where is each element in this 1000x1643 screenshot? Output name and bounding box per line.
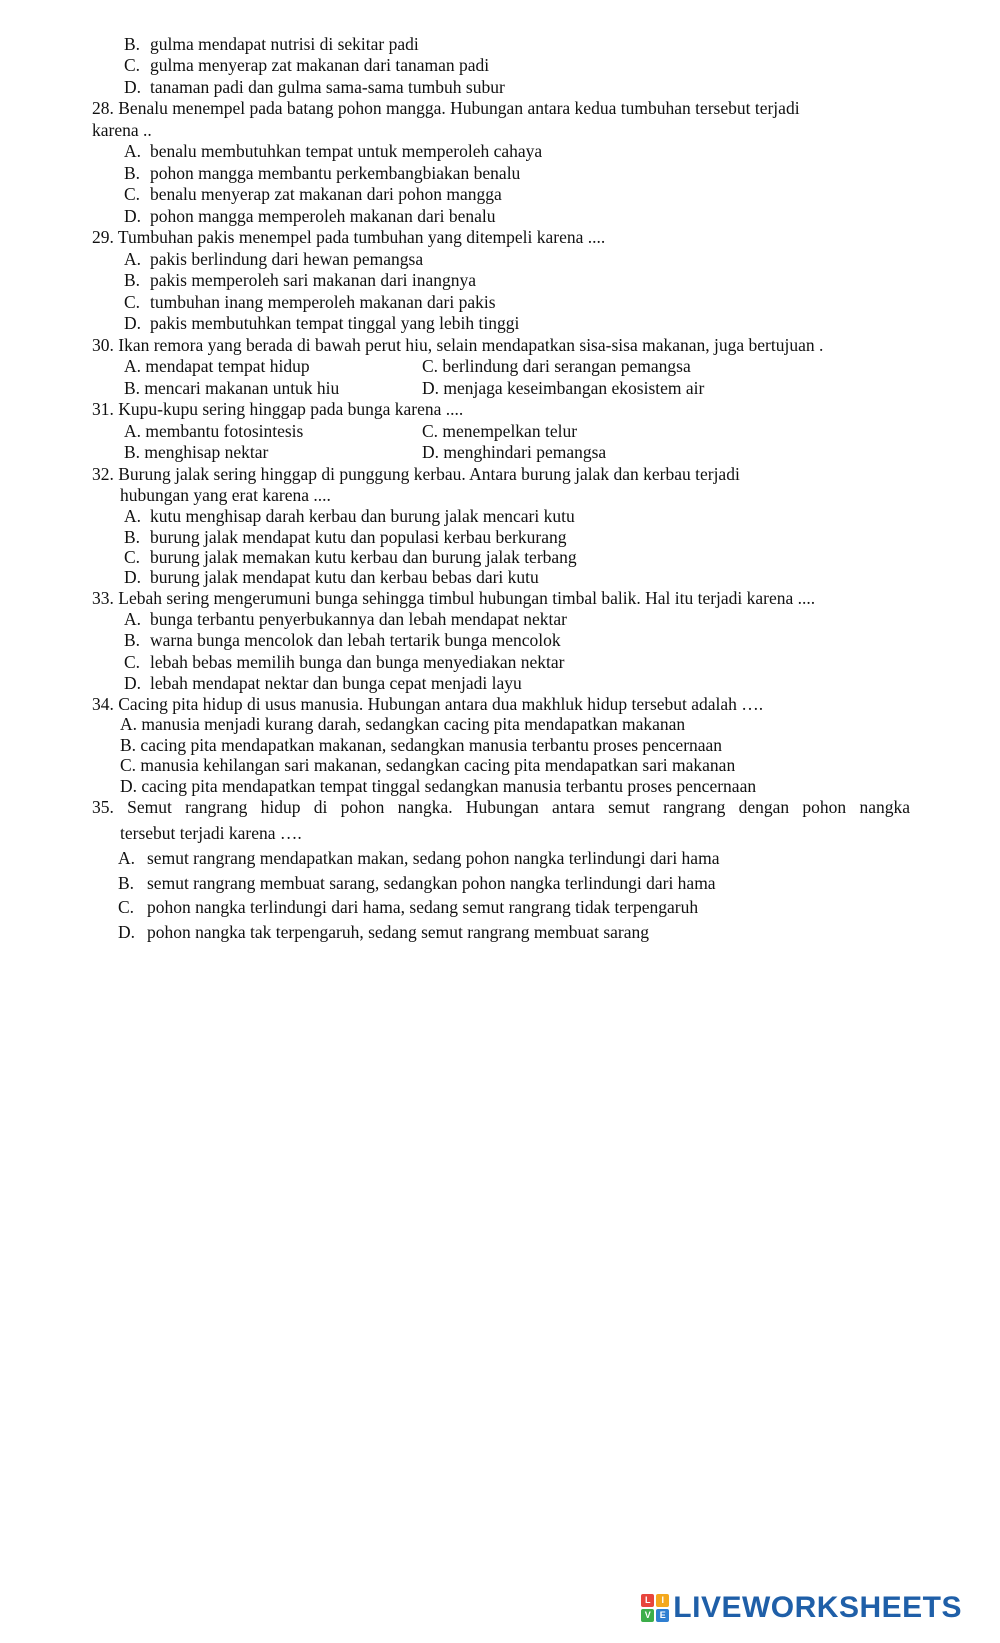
q32-stem-cont: hubungan yang erat karena .... bbox=[120, 485, 331, 505]
logo-mark-icon bbox=[641, 1594, 669, 1622]
q33-option-c: C. lebah bebas memilih bunga dan bunga menyediakan nektar bbox=[124, 652, 565, 672]
prev-option-d: D. tanaman padi dan gulma sama-sama tumbuh subur bbox=[124, 77, 505, 97]
q33-option-d: D. lebah mendapat nektar dan bunga cepat menjadi layu bbox=[124, 673, 522, 693]
q35-stem-cont: tersebut terjadi karena …. bbox=[120, 823, 302, 843]
q32-stem: 32. Burung jalak sering hinggap di punggung kerbau. Antara burung jalak dan kerbau terjadi bbox=[92, 464, 740, 484]
q31-option-b: B. menghisap nektar bbox=[124, 442, 269, 462]
q34-option-a: A. manusia menjadi kurang darah, sedangkan cacing pita mendapatkan makanan bbox=[120, 714, 686, 734]
q29-option-b: B. pakis memperoleh sari makanan dari inangnya bbox=[124, 270, 477, 290]
q28-option-d: D. pohon mangga memperoleh makanan dari benalu bbox=[124, 206, 496, 226]
q31-option-d: D. menghindari pemangsa bbox=[422, 442, 607, 462]
q30-option-a: A. mendapat tempat hidup bbox=[124, 356, 310, 376]
q35-option-c: C. pohon nangka terlindungi dari hama, sedang semut rangrang tidak terpengaruh bbox=[118, 897, 699, 917]
q33-stem: 33. Lebah sering mengerumuni bunga sehingga timbul hubungan timbal balik. Hal itu terjadi karena .... bbox=[92, 588, 816, 608]
q33-option-a: A. bunga terbantu penyerbukannya dan lebah mendapat nektar bbox=[124, 609, 567, 629]
q34-option-d: D. cacing pita mendapatkan tempat tinggal sedangkan manusia terbantu proses pencernaan bbox=[120, 776, 757, 796]
liveworksheets-logo bbox=[641, 1591, 962, 1625]
logo-mark-e: E bbox=[656, 1609, 669, 1622]
logo-mark-i: I bbox=[656, 1594, 669, 1607]
q28-option-a: A. benalu membutuhkan tempat untuk memperoleh cahaya bbox=[124, 141, 543, 161]
q31-stem: 31. Kupu-kupu sering hinggap pada bunga karena .... bbox=[92, 399, 464, 419]
q28-option-c: C. benalu menyerap zat makanan dari pohon mangga bbox=[124, 184, 502, 204]
q30-option-c: C. berlindung dari serangan pemangsa bbox=[422, 356, 691, 376]
q34-option-b: B. cacing pita mendapatkan makanan, sedangkan manusia terbantu proses pencernaan bbox=[120, 735, 723, 755]
q34-stem: 34. Cacing pita hidup di usus manusia. Hubungan antara dua makhluk hidup tersebut adalah …. bbox=[92, 694, 764, 714]
q31-option-a: A. membantu fotosintesis bbox=[124, 421, 304, 441]
q35-option-a: A. semut rangrang mendapatkan makan, sedang pohon nangka terlindungi dari hama bbox=[118, 848, 720, 868]
q29-option-c: C. tumbuhan inang memperoleh makanan dari pakis bbox=[124, 292, 496, 312]
q35-stem: 35. Semut rangrang hidup di pohon nangka. Hubungan antara semut rangrang dengan pohon nangka bbox=[92, 797, 910, 817]
q34-option-c: C. manusia kehilangan sari makanan, sedangkan cacing pita mendapatkan sari makanan bbox=[120, 755, 736, 775]
q28-stem-cont: karena .. bbox=[92, 120, 152, 140]
q30-stem: 30. Ikan remora yang berada di bawah perut hiu, selain mendapatkan sisa-sisa makanan, juga bertujuan . bbox=[92, 335, 824, 355]
q28-stem: 28. Benalu menempel pada batang pohon mangga. Hubungan antara kedua tumbuhan tersebut terjadi bbox=[92, 98, 800, 118]
q33-option-b: B. warna bunga mencolok dan lebah tertarik bunga mencolok bbox=[124, 630, 561, 650]
logo-mark-v: V bbox=[641, 1609, 654, 1622]
q32-option-c: C. burung jalak memakan kutu kerbau dan burung jalak terbang bbox=[124, 547, 577, 567]
q29-option-d: D. pakis membutuhkan tempat tinggal yang lebih tinggi bbox=[124, 313, 520, 333]
q32-option-d: D. burung jalak mendapat kutu dan kerbau bebas dari kutu bbox=[124, 567, 539, 587]
prev-option-b: B. gulma mendapat nutrisi di sekitar padi bbox=[124, 34, 419, 54]
q35-option-d: D. pohon nangka tak terpengaruh, sedang semut rangrang membuat sarang bbox=[118, 922, 649, 942]
q32-option-a: A. kutu menghisap darah kerbau dan burung jalak mencari kutu bbox=[124, 506, 575, 526]
q32-option-b: B. burung jalak mendapat kutu dan populasi kerbau berkurang bbox=[124, 527, 567, 547]
logo-text: LIVEWORKSHEETS bbox=[673, 1591, 962, 1624]
q31-option-c: C. menempelkan telur bbox=[422, 421, 578, 441]
q30-option-b: B. mencari makanan untuk hiu bbox=[124, 378, 340, 398]
q28-option-b: B. pohon mangga membantu perkembangbiakan benalu bbox=[124, 163, 521, 183]
q35-option-b: B. semut rangrang membuat sarang, sedangkan pohon nangka terlindungi dari hama bbox=[118, 873, 716, 893]
prev-option-c: C. gulma menyerap zat makanan dari tanaman padi bbox=[124, 55, 490, 75]
q29-option-a: A. pakis berlindung dari hewan pemangsa bbox=[124, 249, 424, 269]
q30-option-d: D. menjaga keseimbangan ekosistem air bbox=[422, 378, 705, 398]
logo-mark-l: L bbox=[641, 1594, 654, 1607]
q29-stem: 29. Tumbuhan pakis menempel pada tumbuhan yang ditempeli karena .... bbox=[92, 227, 606, 247]
